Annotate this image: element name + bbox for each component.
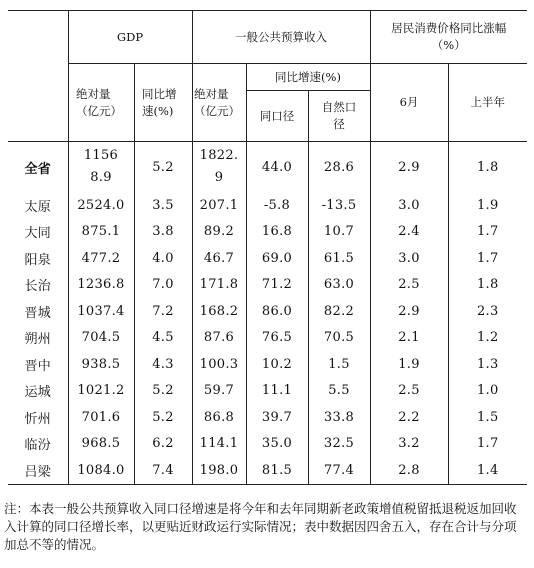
cpi-first-half-cell: 1.3 [476,356,499,372]
budget-absolute-cell [192,142,246,192]
budget-absolute-cell: 100.3 [192,351,246,378]
cpi-june-cell: 1.9 [370,351,448,378]
gdp-absolute-value: 11568.9 [83,148,119,185]
gdp-absolute-cell: 1236.8 [68,272,134,299]
cpi-first-half-cell: 1.9 [476,197,499,213]
region-cell: 吕梁 [8,457,68,484]
same-basis-cell: 71.2 [246,272,308,299]
same-basis-cell: 39.7 [246,404,308,431]
same-basis-cell: 76.5 [246,325,308,352]
table-row [8,351,527,378]
table-row [8,192,527,219]
natural-basis-cell: -13.5 [308,192,370,219]
gdp-absolute-cell: 1084.0 [68,457,134,484]
natural-basis-cell: 32.5 [308,431,370,458]
natural-basis-cell: 10.7 [308,219,370,246]
cpi-june-cell: 2.5 [370,378,448,405]
table-row [8,404,527,431]
natural-basis-cell: 82.2 [308,298,370,325]
cpi-first-half-cell: 1.4 [448,457,527,484]
gdp-growth-cell: 4.3 [134,351,192,378]
cpi-june-cell: 3.0 [370,192,448,219]
gdp-growth-cell: 7.2 [134,298,192,325]
table-body [8,142,527,484]
cpi-first-half-cell: 1.8 [476,159,499,175]
gdp-absolute-cell: 938.5 [68,351,134,378]
budget-absolute-cell: 59.7 [192,378,246,405]
gdp-growth-cell: 3.8 [134,219,192,246]
table-row [8,272,527,299]
cpi-first-half-cell: 1.7 [476,250,499,266]
gdp-absolute-cell: 477.2 [68,245,134,272]
budget-absolute-cell: 89.2 [192,219,246,246]
table-row [8,457,527,484]
cpi-first-half-cell: 1.5 [476,409,499,425]
same-basis-cell: -5.8 [246,192,308,219]
gdp-absolute-cell [68,142,134,192]
natural-basis-cell: 1.5 [308,351,370,378]
header-gdp-absolute-text: 绝对量（亿元） [76,86,122,118]
table-row [8,142,527,192]
region-cell: 晋中 [8,351,68,378]
cpi-june-cell: 3.2 [370,431,448,458]
cpi-first-half-cell: 1.7 [476,436,499,452]
cpi-first-half-cell: 2.3 [476,303,499,319]
cpi-june-cell: 2.1 [370,325,448,352]
region-cell: 忻州 [8,404,68,431]
budget-absolute-value: 1822.9 [199,148,239,185]
region-cell: 长治 [8,272,68,299]
header-gdp-growth [134,64,192,142]
cpi-june-cell: 2.4 [370,219,448,246]
region-cell: 全省 [8,142,68,192]
gdp-growth-cell: 5.2 [134,404,192,431]
cpi-first-half-cell: 1.0 [476,383,499,399]
budget-absolute-cell: 46.7 [192,245,246,272]
header-gdp-growth-text: 同比增速(%) [142,86,177,118]
statistics-table-container [8,10,527,485]
table-row [8,431,527,458]
same-basis-cell: 86.0 [246,298,308,325]
header-budget-absolute [192,64,246,142]
footnote-text: 注：本表一般公共预算收入同口径增速是将今年和去年同期新老政策增值税留抵退税返加回收入计算的同口径增长率，以更贴近财政运行实际情况；表中数据因四舍五入，存在合计与分项加总不等的情况。 [4,501,517,552]
region-cell: 朔州 [8,325,68,352]
cpi-first-half-cell: 1.8 [476,277,499,293]
gdp-growth-cell: 7.0 [134,272,192,299]
gdp-absolute-cell: 1037.4 [68,298,134,325]
table-row [8,219,527,246]
gdp-growth-cell: 6.2 [134,431,192,458]
region-cell: 太原 [8,192,68,219]
table-footnote [4,500,524,554]
header-same-basis: 同口径 [246,91,308,142]
region-cell: 大同 [8,219,68,246]
header-cpi-text: 居民消费价格同比涨幅（%） [391,21,507,52]
header-gdp: GDP [68,11,192,64]
header-cpi [370,11,527,64]
cpi-june-cell: 2.2 [370,404,448,431]
same-basis-cell: 16.8 [246,219,308,246]
natural-basis-cell: 5.5 [308,378,370,405]
budget-absolute-cell: 171.8 [192,272,246,299]
gdp-growth-cell: 5.2 [134,142,192,192]
header-cpi-june: 6月 [370,64,448,142]
budget-absolute-cell: 198.0 [192,457,246,484]
gdp-growth-cell: 7.4 [134,457,192,484]
gdp-growth-cell: 4.5 [134,325,192,352]
budget-absolute-cell: 114.1 [192,431,246,458]
region-cell: 运城 [8,378,68,405]
header-budget-absolute-text: 绝对量（亿元） [194,86,240,118]
header-natural-basis [308,91,370,142]
gdp-absolute-cell: 704.5 [68,325,134,352]
cpi-june-cell: 2.5 [370,272,448,299]
gdp-absolute-cell: 2524.0 [68,192,134,219]
header-region-blank [8,11,68,142]
region-cell: 阳泉 [8,245,68,272]
cpi-june-cell: 2.9 [370,298,448,325]
cpi-first-half-cell: 1.7 [476,224,499,240]
gdp-growth-cell: 3.5 [134,192,192,219]
budget-absolute-cell: 86.8 [192,404,246,431]
natural-basis-cell: 33.8 [308,404,370,431]
natural-basis-cell: 28.6 [308,142,370,192]
natural-basis-cell: 77.4 [308,457,370,484]
header-budget-revenue: 一般公共预算收入 [192,11,370,64]
table-row [8,378,527,405]
natural-basis-cell: 70.5 [308,325,370,352]
gdp-absolute-cell: 968.5 [68,431,134,458]
gdp-absolute-cell: 1021.2 [68,378,134,405]
gdp-growth-cell: 4.0 [134,245,192,272]
natural-basis-cell: 61.5 [308,245,370,272]
header-natural-basis-text: 自然口径 [321,100,357,131]
same-basis-cell: 44.0 [246,142,308,192]
budget-absolute-cell: 87.6 [192,325,246,352]
header-cpi-first-half: 上半年 [470,95,505,109]
gdp-absolute-cell: 701.6 [68,404,134,431]
same-basis-cell: 81.5 [246,457,308,484]
cpi-june-cell: 2.8 [370,457,448,484]
regional-statistics-table [8,10,527,485]
table-row [8,298,527,325]
same-basis-cell: 10.2 [246,351,308,378]
same-basis-cell: 11.1 [246,378,308,405]
gdp-growth-cell: 5.2 [134,378,192,405]
natural-basis-cell: 63.0 [308,272,370,299]
gdp-absolute-cell: 875.1 [68,219,134,246]
header-gdp-absolute [68,64,134,142]
budget-absolute-cell: 207.1 [192,192,246,219]
header-budget-growth: 同比增速(%) [246,64,370,91]
budget-absolute-cell: 168.2 [192,298,246,325]
cpi-first-half-cell: 1.2 [476,330,499,346]
region-cell: 临汾 [8,431,68,458]
region-cell: 晋城 [8,298,68,325]
same-basis-cell: 35.0 [246,431,308,458]
table-row [8,325,527,352]
cpi-june-cell: 3.0 [370,245,448,272]
same-basis-cell: 69.0 [246,245,308,272]
table-row [8,245,527,272]
cpi-june-cell: 2.9 [370,142,448,192]
